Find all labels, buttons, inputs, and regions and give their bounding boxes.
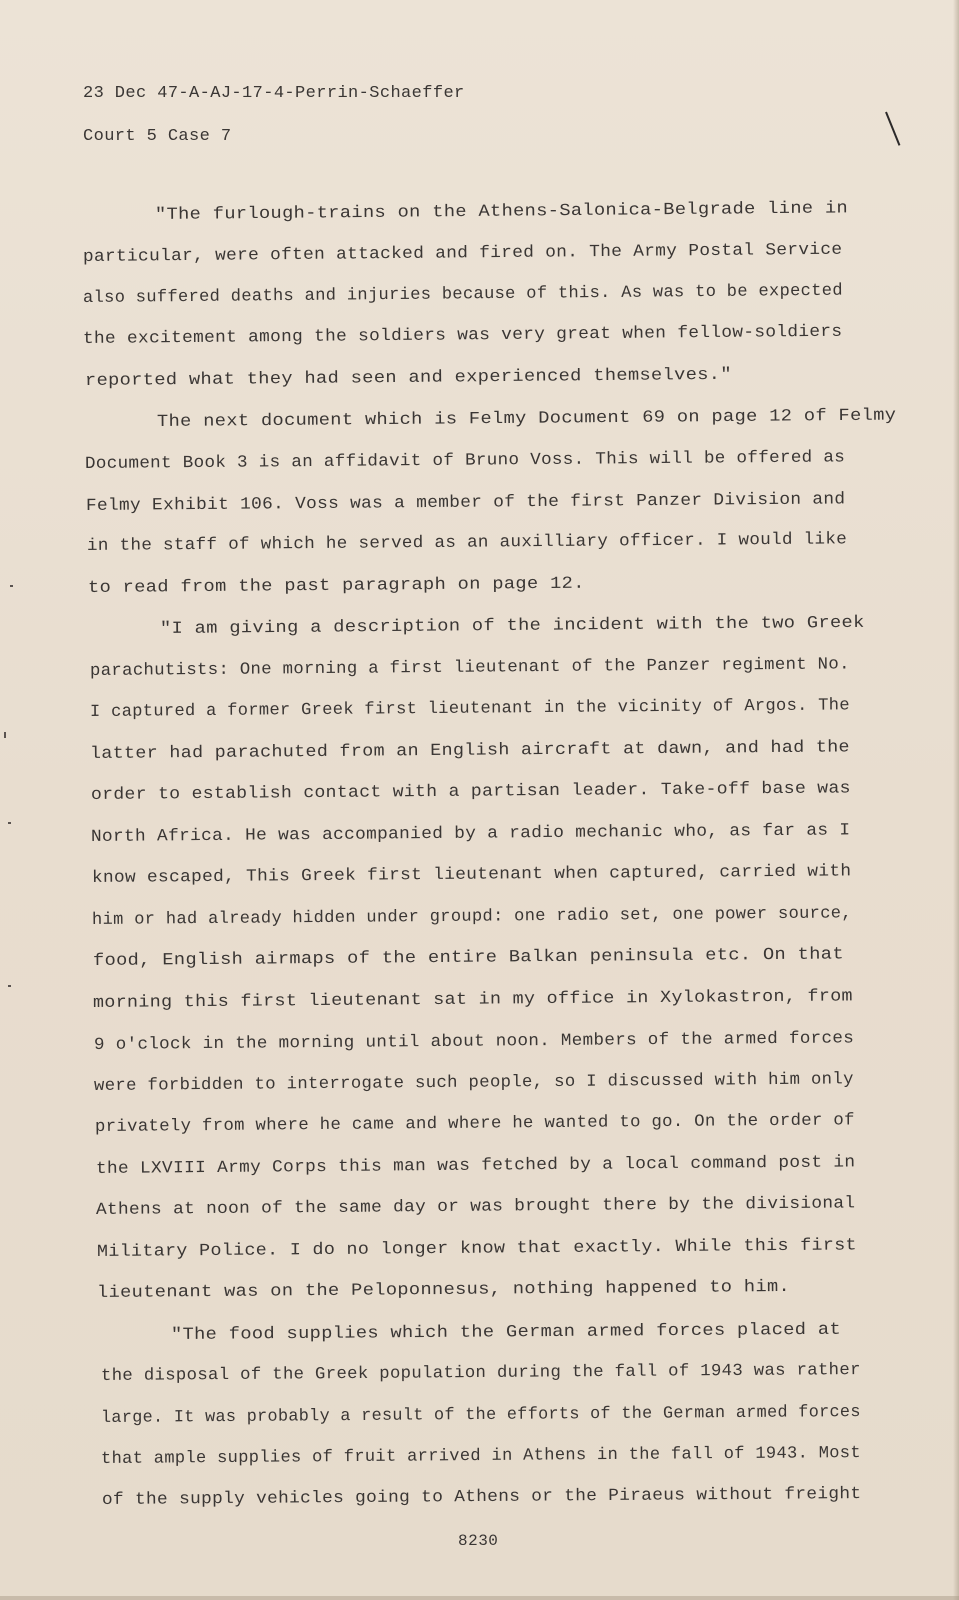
- text-line: North Africa. He was accompanied by a radio mechanic who, as far as I: [90, 821, 851, 847]
- court-case-label: Court 5 Case 7: [83, 127, 232, 146]
- text-line: Athens at noon of the same day or was brought there by the divisional: [95, 1194, 856, 1220]
- text-line: lieutenant was on the Peloponnesus, nothing happened to him.: [96, 1277, 791, 1303]
- text-line: also suffered deaths and injuries because of this. As was to be expected: [82, 281, 843, 308]
- text-line: Document Book 3 is an affidavit of Bruno Voss. This will be offered as: [84, 448, 846, 474]
- text-line: morning this first lieutenant sat in my office in Xylokastron, from: [92, 987, 853, 1013]
- text-line: reported what they had seen and experienced themselves.": [84, 365, 732, 391]
- text-line: parachutists: One morning a first lieutenant of the Panzer regiment No.: [89, 655, 850, 681]
- text-line: The next document which is Felmy Document 69 on page 12 of Felmy: [156, 406, 897, 432]
- text-line: food, English airmaps of the entire Balkan peninsula etc. On that: [92, 945, 844, 971]
- page-number: 8230: [458, 1532, 499, 1550]
- pen-mark: [885, 112, 900, 146]
- text-line: the disposal of the Greek population during the fall of 1943 was rather: [100, 1361, 861, 1386]
- document-reference: 23 Dec 47-A-AJ-17-4-Perrin-Schaeffer: [83, 84, 465, 103]
- text-line: "The furlough-trains on the Athens-Salonica-Belgrade line in: [154, 199, 849, 225]
- text-line: "I am giving a description of the incident with the two Greek: [159, 613, 865, 639]
- text-line: to read from the past paragraph on page 12.: [87, 574, 585, 598]
- text-line: were forbidden to interrogate such people, so I discussed with him only: [93, 1070, 854, 1096]
- text-line: I captured a former Greek first lieutenant in the vicinity of Argos. The: [89, 696, 850, 722]
- text-line: him or had already hidden under groupd: one radio set, one power source,: [91, 904, 852, 930]
- margin-mark: [4, 732, 6, 738]
- margin-mark: [10, 585, 13, 587]
- text-line: latter had parachuted from an English aircraft at dawn, and had the: [89, 738, 850, 764]
- margin-mark: [8, 985, 11, 987]
- text-line: Felmy Exhibit 106. Voss was a member of the first Panzer Division and: [85, 490, 846, 516]
- text-line: in the staff of which he served as an auxilliary officer. I would like: [86, 530, 848, 556]
- text-line: the LXVIII Army Corps this man was fetched by a local command post in: [95, 1153, 856, 1179]
- text-line: large. It was probably a result of the efforts of the German armed forces: [100, 1403, 861, 1428]
- page-edge-bottom: [0, 1596, 959, 1600]
- text-line: Military Police. I do no longer know that exactly. While this first: [96, 1236, 857, 1262]
- text-line: 9 o'clock in the morning until about noon. Members of the armed forces: [93, 1029, 855, 1055]
- text-line: that ample supplies of fruit arrived in Athens in the fall of 1943. Most: [100, 1444, 861, 1469]
- text-line: "The food supplies which the German armed forces placed at: [170, 1320, 842, 1345]
- text-line: particular, were often attacked and fired on. The Army Postal Service: [82, 240, 843, 267]
- text-line: know escaped, This Greek first lieutenant when captured, carried with: [91, 862, 852, 888]
- text-line: of the supply vehicles going to Athens or the Piraeus without freight: [101, 1485, 862, 1510]
- text-line: order to establish contact with a partisan leader. Take-off base was: [90, 779, 851, 805]
- margin-mark: [8, 822, 11, 824]
- page-edge-shadow: [953, 0, 959, 1600]
- text-line: privately from where he came and where he wanted to go. On the order of: [94, 1111, 855, 1137]
- text-line: the excitement among the soldiers was very great when fellow-soldiers: [82, 322, 843, 349]
